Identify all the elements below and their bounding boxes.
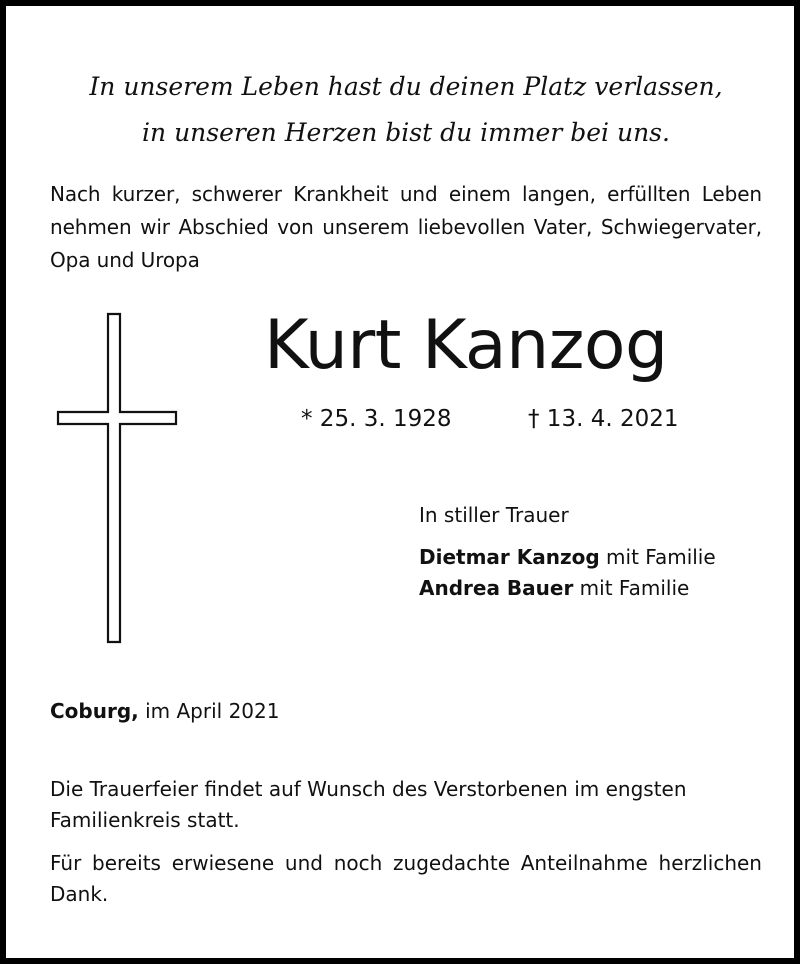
place-city: Coburg, — [50, 699, 139, 723]
cross-icon — [56, 312, 180, 646]
deceased-name: Kurt Kanzog — [264, 306, 668, 385]
birth-date: * 25. 3. 1928 — [301, 406, 452, 432]
poem-line-2: in unseren Herzen bist du immer bei uns. — [142, 118, 670, 147]
poem-line-1: In unserem Leben hast du deinen Platz verlassen, — [89, 72, 723, 101]
thanks-text: Für bereits erwiesene und noch zugedachte Anteilnahme herzlichen Dank. — [50, 851, 762, 906]
mourner-row — [419, 542, 716, 573]
place-month: im April 2021 — [138, 699, 280, 723]
mourning-block — [419, 498, 716, 604]
intro-text: Nach kurzer, schwerer Krankheit und einem langen, erfüllten Leben nehmen wir Abschied von unserem liebevollen Vater, Schwiegervater, Opa und Uropa — [50, 182, 762, 272]
mourner-name: Andrea Bauer — [419, 576, 574, 600]
mourner-row — [419, 573, 716, 604]
poem — [6, 64, 800, 156]
ceremony-note: Die Trauerfeier findet auf Wunsch des Verstorbenen im engsten Familienkreis statt. — [50, 777, 687, 832]
mourner-suffix: mit Familie — [573, 576, 690, 600]
mourner-suffix: mit Familie — [599, 545, 716, 569]
place-date — [50, 696, 279, 726]
mourning-heading: In stiller Trauer — [419, 503, 569, 527]
death-date: † 13. 4. 2021 — [528, 406, 679, 432]
mourner-name: Dietmar Kanzog — [419, 545, 600, 569]
